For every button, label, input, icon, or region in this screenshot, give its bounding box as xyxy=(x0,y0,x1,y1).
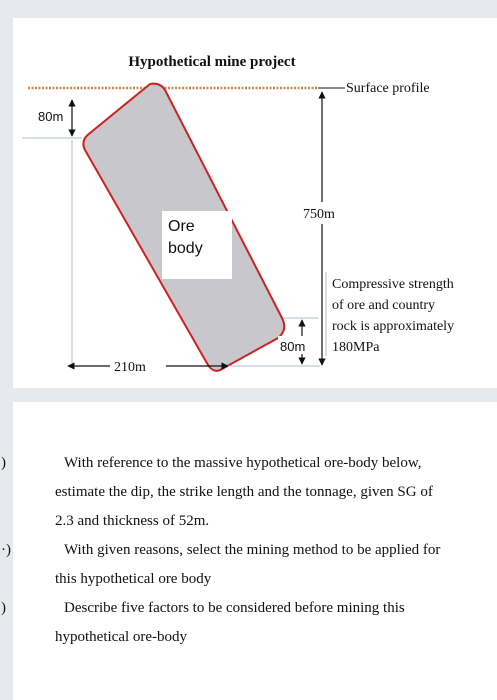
bottom-depth-label: 80m xyxy=(280,339,306,354)
ore-body-label-line1: Ore xyxy=(168,218,195,235)
question-2-line-1: With given reasons, select the mining method to be applied for xyxy=(64,542,441,558)
strength-note-line4: 180MPa xyxy=(332,340,380,355)
question-2-line-2: this hypothetical ore body xyxy=(55,571,212,587)
question-marker: ) xyxy=(1,600,6,616)
surface-profile-label: Surface profile xyxy=(346,81,430,96)
question-marker: ) xyxy=(1,455,6,471)
ore-body-label-line2: body xyxy=(168,240,203,257)
question-3-line-1: Describe five factors to be considered before mining this xyxy=(64,600,405,616)
width-label: 210m xyxy=(114,360,146,375)
total-depth-label: 750m xyxy=(303,207,335,222)
question-1-line-3: 2.3 and thickness of 52m. xyxy=(55,513,210,529)
strength-note-line3: rock is approximately xyxy=(332,319,455,334)
section-divider xyxy=(0,388,497,402)
strength-note-line2: of ore and country xyxy=(332,298,436,313)
question-marker: ·) xyxy=(1,542,11,558)
strength-note xyxy=(326,272,454,356)
question-3-line-2: hypothetical ore-body xyxy=(55,629,188,645)
question-1-line-2: estimate the dip, the strike length and the tonnage, given SG of xyxy=(55,484,433,500)
top-depth-label: 80m xyxy=(38,109,64,124)
question-1-line-1: With reference to the massive hypothetical ore-body below, xyxy=(64,455,422,471)
strength-note-line1: Compressive strength xyxy=(332,277,454,292)
diagram-title: Hypothetical mine project xyxy=(128,54,296,70)
